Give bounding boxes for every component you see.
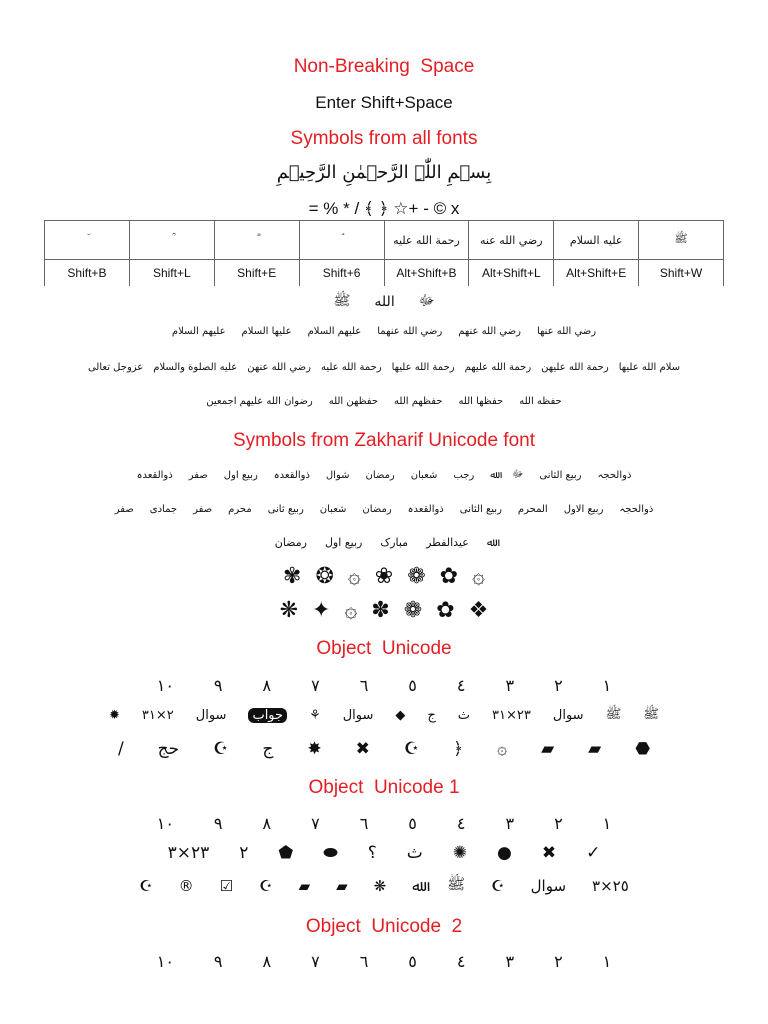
object-symbol: ✺ — [452, 843, 468, 863]
table-cell-symbol: ﷺ — [639, 221, 724, 260]
object-symbol: سوال — [195, 708, 227, 723]
object1-row-3 — [0, 875, 768, 897]
heading-object-unicode: Object Unicode — [316, 638, 452, 659]
honorific-symbol: حفظهن الله — [328, 396, 379, 407]
ornament-icon: ❋ — [279, 598, 299, 623]
object-symbol: ؟ — [367, 843, 377, 863]
table-row-symbols — [45, 221, 724, 260]
zakharif-symbol: ربیع اول — [223, 469, 258, 481]
object-symbol: ✓ — [586, 843, 601, 863]
zakharif-symbol: ربیع ثانی — [267, 504, 304, 515]
object-row-3 — [0, 738, 768, 759]
zakharif-symbol: رجب — [453, 469, 475, 481]
object-symbol: ● — [497, 843, 512, 863]
honorific-symbol: رضي الله عنها — [536, 326, 597, 337]
number-symbol: ٢ — [554, 676, 563, 695]
table-cell-key: Alt+Shift+L — [469, 260, 554, 287]
honorific-symbol: حفظها الله — [458, 396, 504, 407]
zakharif-symbol: ذوالقعدہ — [407, 504, 444, 515]
table-cell-key: Shift+L — [129, 260, 214, 287]
object-symbol: ☪ — [259, 877, 273, 895]
zakharif-symbol: شوال — [325, 469, 350, 481]
zakharif-symbol: رمضان — [362, 504, 392, 515]
bismillah-calligraphy: بِسۡمِ اللّٰہِ الرَّحۡمٰنِ الرَّحِیۡمِ — [276, 162, 492, 183]
zakharif-symbol: ربیع الاول — [563, 504, 604, 515]
honorific-symbol: سلام الله عليها — [618, 362, 681, 373]
zakharif-symbol: ذوالحجہ — [619, 504, 654, 515]
zakharif-ornament-row-1 — [0, 564, 768, 589]
number-symbol: ٧ — [311, 814, 320, 833]
object-symbol: ▰ — [541, 738, 555, 759]
number-symbol: ١ — [602, 814, 612, 833]
honorific-symbol: حفظهم الله — [394, 396, 443, 407]
number-symbol: ٦ — [359, 676, 369, 695]
honorific-symbol: رحمة الله عليها — [391, 362, 455, 373]
table-cell-key: Shift+6 — [299, 260, 384, 287]
ornament-icon: ✿ — [436, 598, 455, 623]
heading-symbols-all-fonts: Symbols from all fonts — [290, 128, 478, 149]
zakharif-symbol: شعبان — [410, 469, 438, 481]
number-symbol: ١٠ — [156, 676, 174, 695]
number-symbol: ١٠ — [156, 952, 174, 971]
heading-non-breaking-space: Non-Breaking Space — [293, 56, 475, 77]
table-row-keys — [45, 260, 724, 287]
object2-numbers-row — [0, 952, 768, 971]
honorific-symbol: ﷻ — [418, 293, 435, 309]
object-symbol: ▰ — [588, 738, 602, 759]
symbol-line: = % * / ﴾ ﴿ ☆+ - © x — [308, 199, 460, 218]
honorific-row-4 — [0, 396, 768, 407]
object-symbol: حج — [157, 738, 180, 759]
object-symbol: ☑ — [219, 877, 234, 895]
object-symbol: سوال — [342, 708, 374, 723]
zakharif-symbol: صفر — [114, 504, 134, 515]
object-symbol: سوال — [552, 708, 584, 723]
object-symbol: ☪ — [491, 877, 505, 895]
object-symbol: ث — [457, 708, 471, 723]
object-symbol: ٢ — [239, 843, 249, 863]
heading-zakharif: Symbols from Zakharif Unicode font — [232, 430, 535, 451]
object-symbol: ✹ — [109, 708, 120, 723]
number-symbol: ٣ — [505, 952, 515, 971]
object-symbol: ❋ — [373, 877, 387, 895]
object-symbol: ◆ — [395, 708, 406, 723]
number-symbol: ٨ — [262, 676, 272, 695]
number-symbol: ١ — [602, 952, 612, 971]
object-symbol: ☪ — [403, 738, 420, 759]
zakharif-symbol: ربیع الثانی — [539, 469, 582, 481]
table-cell-symbol — [214, 221, 299, 260]
object-symbol: ⬟ — [278, 843, 294, 863]
ornament-icon: ❖ — [468, 598, 489, 623]
object-symbol: ⚘ — [309, 708, 321, 723]
object-symbol: ® — [178, 877, 194, 895]
zakharif-row-1 — [0, 468, 768, 482]
ornament-icon: ✾ — [283, 564, 302, 589]
object-row-2 — [0, 706, 768, 725]
object-symbol: ٢٥×٣ — [592, 877, 629, 895]
object1-row-2 — [0, 843, 768, 863]
zakharif-symbol: ربیع الثانی — [459, 504, 502, 515]
number-symbol: ٤ — [456, 676, 466, 695]
number-symbol: ٦ — [359, 814, 369, 833]
ornament-icon: ❂ — [315, 564, 334, 589]
number-symbol: ١ — [602, 676, 612, 695]
zakharif-symbol: رمضان — [365, 469, 395, 481]
zakharif-symbol: ﷲ — [490, 469, 497, 481]
heading-object-unicode-1: Object Unicode 1 — [308, 777, 460, 798]
object-symbol: ٢٣×٣١ — [492, 708, 531, 723]
honorific-symbol: رحمة الله عليهن — [541, 362, 609, 373]
zakharif-symbol: مبارک — [380, 536, 409, 549]
table-cell-symbol — [129, 221, 214, 260]
ornament-icon: ✽ — [371, 598, 390, 623]
shortcut-table — [44, 220, 724, 286]
honorific-symbol: رضي الله عنهم — [458, 326, 521, 337]
object-symbol: ﷲ — [412, 877, 422, 895]
number-symbol: ٤ — [456, 952, 466, 971]
object1-numbers-row — [0, 814, 768, 833]
number-symbol: ١٠ — [156, 814, 174, 833]
ornament-icon: ❁ — [403, 598, 423, 623]
number-symbol: ٨ — [262, 814, 272, 833]
ornament-icon: ✦ — [312, 598, 331, 623]
zakharif-symbol: شعبان — [319, 504, 347, 515]
object-symbol: ⬣ — [635, 738, 651, 759]
table-cell-key: Alt+Shift+B — [384, 260, 469, 287]
honorific-row-1 — [0, 292, 768, 312]
number-symbol: ٥ — [408, 952, 417, 971]
table-cell-symbol — [45, 221, 130, 260]
object-symbol: ث — [406, 843, 423, 863]
table-cell-symbol: عليه السلام — [554, 221, 639, 260]
object-symbol: ﴿ — [453, 739, 464, 759]
number-symbol: ٩ — [213, 952, 223, 971]
number-symbol: ٢ — [554, 814, 563, 833]
object-symbol: ٢×٣١ — [141, 708, 174, 723]
zakharif-symbol: المحرم — [517, 504, 548, 515]
ornament-icon: ۞ — [344, 598, 358, 623]
number-symbol: ٧ — [311, 952, 320, 971]
ornament-icon: ✿ — [439, 564, 459, 589]
honorific-row-2 — [0, 326, 768, 337]
number-symbol: ٤ — [456, 814, 466, 833]
object-symbol: ﷺ — [643, 707, 659, 722]
zakharif-symbol: ﷻ — [512, 469, 524, 480]
honorific-symbol: عليه الصلوة والسلام — [153, 362, 238, 373]
honorific-symbol: رضي الله عنهن — [247, 362, 311, 373]
object-symbol: ☪ — [213, 738, 229, 759]
object-symbol: ☪ — [139, 877, 153, 895]
honorific-symbol: رضوان الله عليهم اجمعين — [206, 396, 313, 407]
zakharif-symbol: صفر — [188, 469, 208, 481]
number-symbol: ٦ — [359, 952, 369, 971]
honorific-symbol: عليهم السلام — [171, 326, 226, 337]
zakharif-symbol: صفر — [193, 504, 213, 515]
table-cell-key: Shift+E — [214, 260, 299, 287]
object-symbol: ٢٣×٣ — [167, 843, 210, 863]
zakharif-symbol: ذوالقعدہ — [136, 469, 173, 481]
number-symbol: ٣ — [505, 676, 515, 695]
ornament-icon: ۞ — [347, 564, 361, 589]
honorific-symbol: عليها السلام — [241, 326, 292, 337]
number-symbol: ٩ — [213, 814, 223, 833]
zakharif-symbol: ذوالحجہ — [597, 469, 632, 481]
object-symbol: جواب — [248, 708, 287, 723]
honorific-symbol: رحمة الله عليه — [320, 362, 382, 373]
number-symbol: ٣ — [505, 814, 515, 833]
honorific-symbol: عليهم السلام — [307, 326, 362, 337]
zakharif-symbol: ربیع اول — [324, 536, 363, 549]
table-cell-key: Alt+Shift+E — [554, 260, 639, 287]
honorific-symbol: رحمة الله عليهم — [464, 362, 532, 373]
object-symbol: ▰ — [336, 877, 348, 895]
honorific-row-3 — [0, 362, 768, 373]
zakharif-symbol: رمضان — [274, 536, 307, 549]
zakharif-symbol: محرم — [228, 504, 252, 515]
number-symbol: ٥ — [408, 676, 417, 695]
zakharif-symbol: جمادی — [149, 504, 178, 515]
zakharif-row-3 — [0, 536, 768, 549]
number-symbol: ٥ — [408, 814, 417, 833]
ornament-icon: ۞ — [472, 564, 485, 589]
object-symbol: ✖ — [541, 843, 557, 863]
number-symbol: ٩ — [213, 676, 223, 695]
zakharif-symbol: ﷲ — [486, 536, 494, 549]
zakharif-ornament-row-2 — [0, 598, 768, 623]
table-cell-key: Shift+B — [45, 260, 130, 287]
table-cell-symbol: رحمة الله عليه — [384, 221, 469, 260]
honorific-symbol: الله — [374, 294, 395, 310]
object-symbol: ✸ — [307, 738, 322, 759]
object-symbol: ج — [427, 708, 436, 723]
zakharif-symbol: عیدالفطر — [426, 536, 469, 549]
ornament-icon: ❀ — [374, 564, 394, 589]
honorific-symbol: حفظه الله — [519, 396, 562, 407]
object-symbol: ۞ — [497, 739, 508, 759]
object-symbol: ▰ — [298, 877, 311, 895]
object-symbol: سوال — [530, 877, 567, 895]
object-symbol: ⬬ — [323, 843, 338, 863]
object-symbol: ﷺ — [605, 707, 622, 722]
zakharif-row-2 — [0, 504, 768, 515]
zakharif-symbol: ذوالقعدہ — [273, 469, 310, 481]
object-symbol: ✖ — [355, 738, 370, 759]
object-symbol: ﷺ — [447, 875, 466, 893]
number-symbol: ٨ — [262, 952, 272, 971]
number-symbol: ٢ — [554, 952, 563, 971]
object-numbers-row — [0, 676, 768, 695]
table-cell-key: Shift+W — [639, 260, 724, 287]
table-cell-symbol: رضي الله عنه — [469, 221, 554, 260]
ornament-icon: ❁ — [407, 564, 426, 589]
honorific-symbol: رضي الله عنهما — [377, 326, 443, 337]
object-symbol: / — [117, 738, 124, 759]
nbsp-instruction: Enter Shift+Space — [315, 93, 453, 112]
table-cell-symbol — [299, 221, 384, 260]
heading-object-unicode-2: Object Unicode 2 — [305, 916, 463, 937]
honorific-symbol: ﷺ — [333, 293, 351, 309]
number-symbol: ٧ — [311, 676, 320, 695]
honorific-symbol: عزوجل تعالى — [87, 362, 144, 373]
object-symbol: ج — [262, 738, 274, 759]
